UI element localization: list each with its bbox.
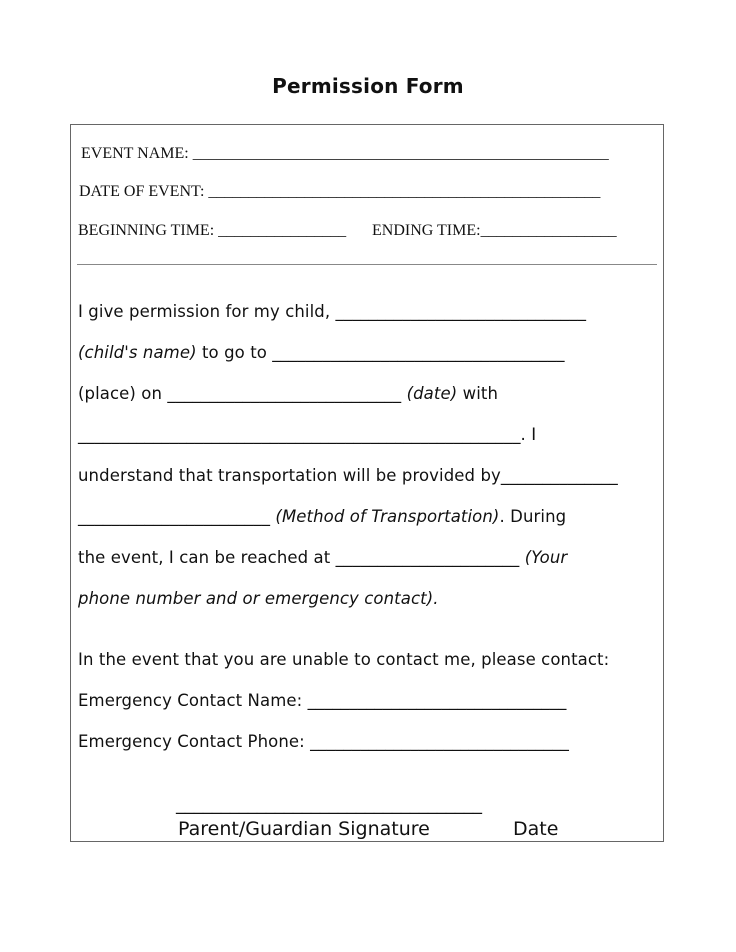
reached-at-blank: the event, I can be reached at ______________________	[78, 548, 525, 567]
date-label: (date)	[406, 384, 458, 403]
during-text: . During	[499, 507, 567, 526]
emergency-contact-name-field[interactable]: Emergency Contact Name: _______________________________	[78, 691, 567, 710]
permission-line-1: I give permission for my child, ______________________________	[78, 302, 587, 321]
emergency-contact-phone-field[interactable]: Emergency Contact Phone: _______________________________	[78, 732, 570, 751]
contact-instruction: In the event that you are unable to contact me, please contact:	[78, 650, 610, 669]
method-of-transportation-label: (Method of Transportation)	[275, 507, 500, 526]
date-of-event-field[interactable]: DATE OF EVENT: _________________________________________________	[79, 183, 601, 200]
permission-line-6	[78, 507, 566, 526]
permission-line-4: _____________________________________________________. I	[78, 425, 537, 444]
permission-line-8: phone number and or emergency contact).	[78, 589, 439, 608]
permission-line-5: understand that transportation will be provided by______________	[78, 466, 618, 485]
event-name-field[interactable]: EVENT NAME: ____________________________________________________	[81, 145, 609, 162]
transport-blank: _______________________	[78, 507, 276, 526]
divider	[77, 264, 657, 265]
page-title: Permission Form	[272, 74, 464, 98]
childs-name-label: (child's name)	[78, 343, 197, 362]
signature-label: Parent/Guardian Signature	[178, 818, 430, 840]
permission-line-3	[78, 384, 498, 403]
signature-line[interactable]: __________________________________	[176, 794, 482, 815]
with-text: with	[457, 384, 499, 403]
signature-date-label: Date	[513, 818, 559, 840]
place-blank: (place) on ____________________________	[78, 384, 407, 403]
ending-time-field[interactable]: ENDING TIME:_________________	[372, 222, 617, 239]
your-label: (Your	[524, 548, 568, 567]
destination-blank: to go to ___________________________________	[196, 343, 565, 362]
permission-line-2	[78, 343, 565, 362]
permission-line-7	[78, 548, 567, 567]
beginning-time-field[interactable]: BEGINNING TIME: ________________	[78, 222, 347, 239]
